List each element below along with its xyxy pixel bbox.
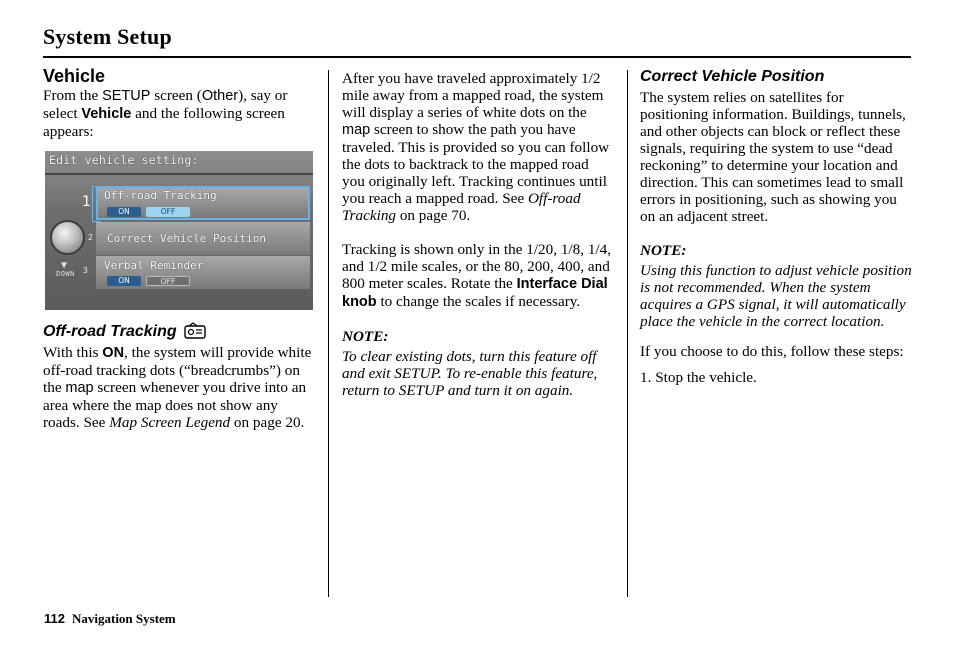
body-text: to change the scales if necessary. — [376, 293, 581, 310]
column-divider-2 — [627, 70, 628, 597]
correct-position-paragraph: The system relies on satellites for positioning information. Buildings, tunnels, and other objects can block or reflect these signals, requiring the system to use “dead reckoning” to determine your location and direction. This can sometimes lead to small errors in positioning, such as showing you on an adjacent street. — [640, 89, 906, 225]
intro-text: and the following screen appears: — [43, 105, 285, 140]
down-label: DOWN — [56, 270, 75, 278]
off-road-tracking-body — [43, 344, 315, 431]
interface-dial-knob-keyword: Interface Dial knob — [342, 276, 608, 310]
other-keyword: Other — [201, 88, 239, 104]
down-arrow-icon: ▼ — [61, 260, 68, 271]
steps-intro: If you choose to do this, follow these steps: — [640, 343, 904, 360]
body-text: After you have traveled approximately 1/2 mile away from a mapped road, the system will display a series of white dots on the — [342, 70, 604, 121]
correct-vehicle-position-label: Correct Vehicle Position — [107, 232, 266, 245]
intro-text: ), say or select — [43, 87, 288, 122]
title-rule — [43, 56, 911, 58]
page-number: 112 — [44, 611, 65, 626]
verbal-reminder-off-button[interactable]: OFF — [146, 276, 190, 286]
body-text: screen to show the path you have traveled. This is provided so you can follow the dots to backtrack to the mapped road you originally left. Tracking continues until you reach a mapped road. See — [342, 121, 610, 207]
off-road-tracking-label: Off-road Tracking — [104, 189, 217, 202]
body-text: Tracking is shown only in the 1/20, 1/8, 1/4, and 1/2 mile scales, or the 80, 200, 400, and 800 meter scales. Rotate the — [342, 241, 612, 292]
note-label: NOTE: — [640, 242, 687, 259]
page-footer — [44, 611, 176, 627]
correct-vehicle-position-heading: Correct Vehicle Position — [640, 68, 825, 85]
row-number-2: 2 — [88, 233, 93, 242]
tracking-paragraph-1 — [342, 70, 614, 224]
note-body: Using this function to adjust vehicle position is not recommended. When the system acquires a GPS signal, it will automatically place the vehicle in the correct location. — [640, 262, 912, 330]
step-1: 1. Stop the vehicle. — [640, 369, 757, 386]
page-title: System Setup — [43, 24, 172, 49]
tracking-paragraph-2 — [342, 241, 614, 311]
edit-vehicle-setting-screen — [45, 151, 313, 310]
setup-keyword: SETUP — [102, 88, 151, 104]
map-keyword: map — [342, 122, 371, 138]
body-text: screen whenever you drive into an area where the map does not show any roads. See — [43, 379, 307, 431]
column-divider-1 — [328, 70, 329, 597]
note-body: To clear existing dots, turn this feature off and exit SETUP. To re-enable this feature, return to SETUP and turn it on again. — [342, 348, 598, 399]
off-road-tracking-heading: Off-road Tracking — [43, 323, 177, 340]
vehicle-intro — [43, 87, 315, 140]
intro-text: screen ( — [150, 87, 202, 104]
body-text: , the system will provide white off-road tracking dots (“breadcrumbs”) on the — [43, 344, 312, 396]
off-road-tracking-reference: Off-road Tracking — [342, 190, 581, 224]
column-3 — [640, 68, 912, 386]
note-label: NOTE: — [342, 328, 389, 345]
vehicle-heading: Vehicle — [43, 66, 106, 86]
on-keyword: ON — [102, 345, 125, 361]
column-2 — [342, 70, 614, 399]
vehicle-keyword: Vehicle — [81, 106, 132, 122]
body-text: With this — [43, 344, 103, 361]
voice-control-icon — [184, 322, 206, 339]
row-number-1: 1 — [82, 194, 91, 210]
off-road-on-button[interactable]: ON — [107, 207, 141, 217]
map-keyword: map — [65, 380, 94, 396]
off-road-tracking-section — [43, 322, 315, 431]
map-screen-legend-reference: Map Screen Legend — [109, 414, 231, 431]
body-text: on page 20. — [230, 414, 305, 431]
off-road-off-button[interactable]: OFF — [146, 207, 190, 217]
verbal-reminder-on-button[interactable]: ON — [107, 276, 141, 286]
intro-text: From the — [43, 87, 103, 104]
footer-section: Navigation System — [71, 611, 176, 626]
interface-dial-knob-icon — [50, 220, 85, 255]
body-text: on page 70. — [396, 207, 471, 224]
row-number-3: 3 — [83, 266, 88, 275]
screen-title: Edit vehicle setting: — [49, 153, 199, 167]
column-1 — [43, 68, 315, 140]
screen-header-divider — [45, 173, 313, 175]
verbal-reminder-label: Verbal Reminder — [104, 259, 204, 272]
